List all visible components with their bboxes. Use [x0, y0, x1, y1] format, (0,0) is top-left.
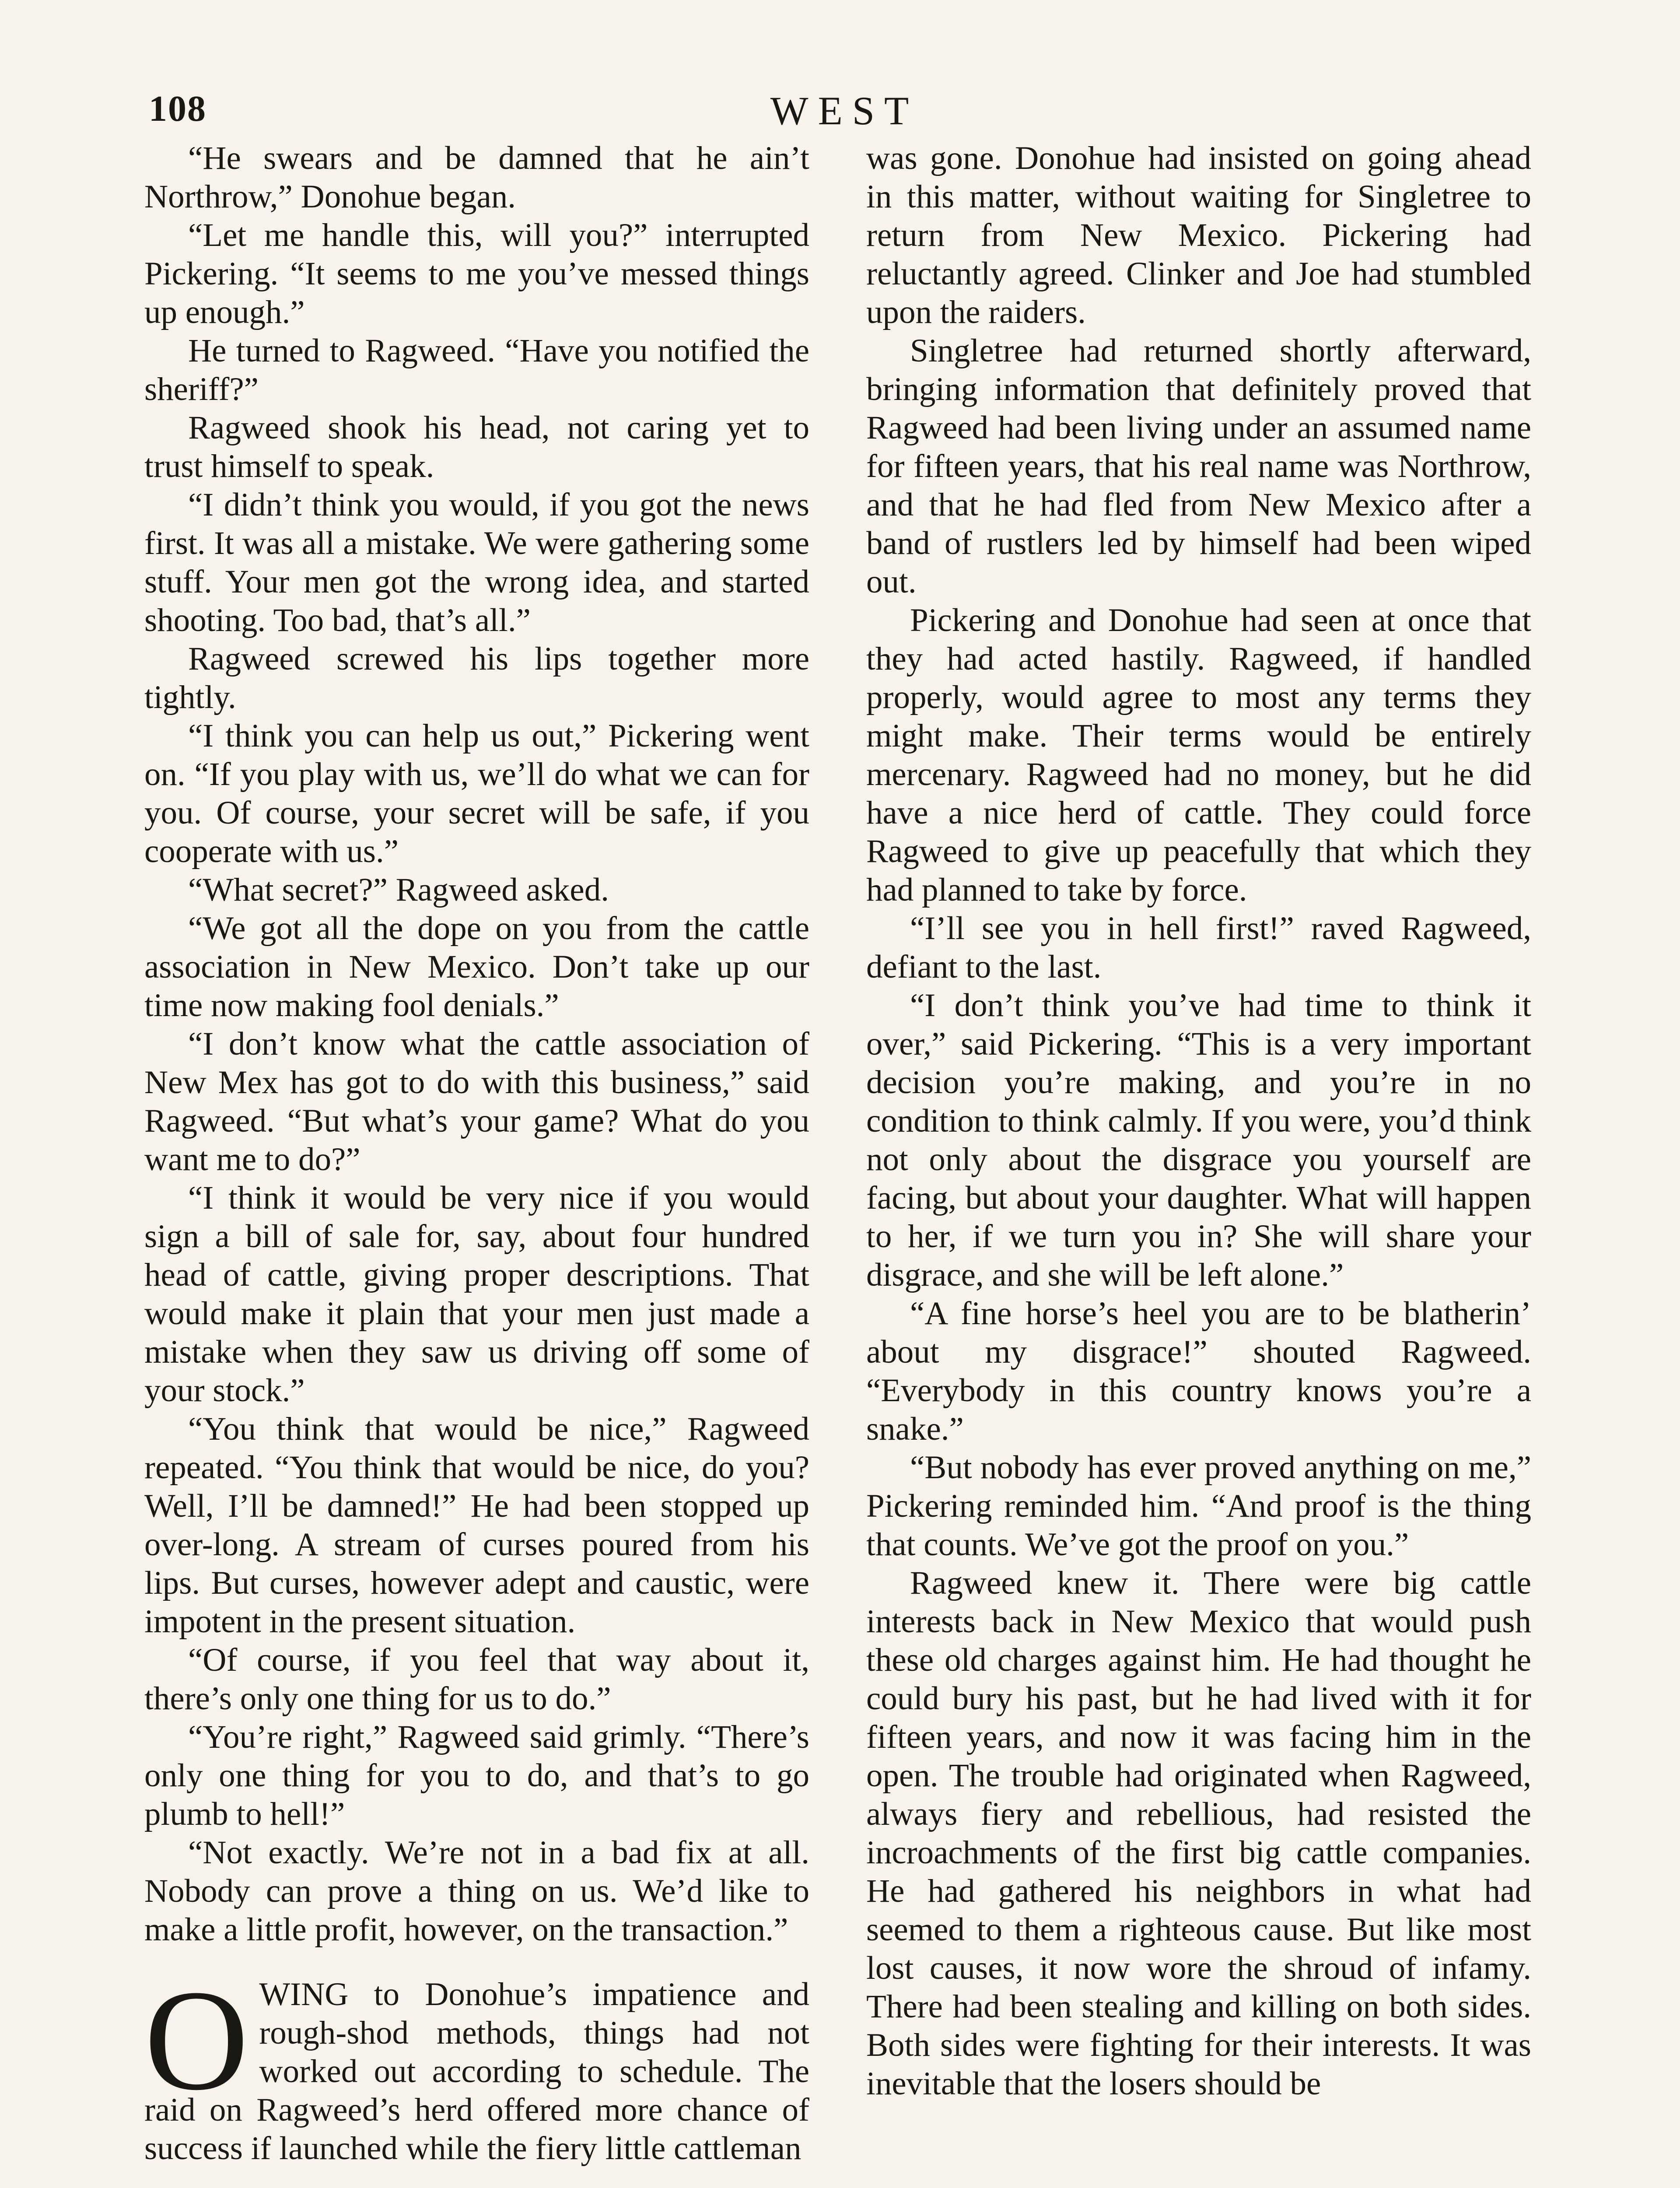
- paragraph: “You think that would be nice,” Ragweed repeated. “You think that would be nice, do you? Well, I’ll be damned!” He had been stopped up over-long. A stream of curses poured from his lips. But curses, however adept and caustic, were impotent in the present situation.: [144, 1411, 809, 1640]
- paragraph: “He swears and be damned that he ain’t Northrow,” Donohue began.: [144, 140, 809, 215]
- paragraph: “A fine horse’s heel you are to be blatherin’ about my disgrace!” shouted Ragweed. “Everybody in this country knows you’re a snake.”: [866, 1295, 1531, 1447]
- page-header: [149, 88, 1540, 140]
- magazine-title: WEST: [770, 88, 919, 133]
- right-column: [866, 139, 1531, 2103]
- paragraph: “Not exactly. We’re not in a bad fix at all. Nobody can prove a thing on us. We’d like to make a little profit, however, on the transaction.”: [144, 1834, 809, 1948]
- paragraph: “I think you can help us out,” Pickering went on. “If you play with us, we’ll do what we can for you. Of course, your secret will be safe, if you cooperate with us.”: [144, 718, 809, 870]
- paragraph: “I didn’t think you would, if you got the news first. It was all a mistake. We were gathering some stuff. Your men got the wrong idea, and started shooting. Too bad, that’s all.”: [144, 487, 809, 638]
- paragraph: Ragweed shook his head, not caring yet to trust himself to speak.: [144, 410, 809, 484]
- left-column: [144, 139, 809, 2168]
- paragraph: “But nobody has ever proved anything on me,” Pickering reminded him. “And proof is the thing that counts. We’ve got the proof on you.”: [866, 1449, 1531, 1563]
- page-number: 108: [149, 88, 206, 129]
- paragraph: He turned to Ragweed. “Have you notified the sheriff?”: [144, 333, 809, 407]
- paragraph: Singletree had returned shortly afterward, bringing information that definitely proved that Ragweed had been living under an assumed name for fifteen years, that his real name was Northrow, and that he had fled from New Mexico after a band of rustlers led by himself had been wiped out.: [866, 333, 1531, 600]
- paragraph: Ragweed screwed his lips together more tightly.: [144, 641, 809, 715]
- paragraph: “I’ll see you in hell first!” raved Ragweed, defiant to the last.: [866, 910, 1531, 985]
- paragraph: “We got all the dope on you from the cattle association in New Mexico. Don’t take up our time now making fool denials.”: [144, 910, 809, 1024]
- paragraph: Ragweed knew it. There were big cattle interests back in New Mexico that would push these old charges against him. He had thought he could bury his past, but he had lived with it for fifteen years, and now it was facing him in the open. The trouble had originated when Ragweed, always fiery and rebellious, had resisted the incroachments of the first big cattle companies. He had gathered his neighbors in what had seemed to them a righteous cause. But like most lost causes, it now wore the shroud of infamy. There had been stealing and killing on both sides. Both sides were fighting for their interests. It was inevitable that the losers should be: [866, 1565, 1531, 2102]
- paragraph: “You’re right,” Ragweed said grimly. “There’s only one thing for you to do, and that’s to go plumb to hell!”: [144, 1719, 809, 1832]
- paragraph: Pickering and Donohue had seen at once that they had acted hastily. Ragweed, if handled properly, would agree to most any terms they might make. Their terms would be entirely mercenary. Ragweed had no money, but he did have a nice herd of cattle. They could force Ragweed to give up peacefully that which they had planned to take by force.: [866, 602, 1531, 908]
- section-opening-paragraph: WING to Donohue’s impatience and rough-shod methods, things had not worked out according to schedule. The raid on Ragweed’s herd offered more chance of success if launched while the fiery little cattleman: [144, 1976, 809, 2167]
- paragraph: “What secret?” Ragweed asked.: [188, 872, 609, 908]
- continued-paragraph: was gone. Donohue had insisted on going ahead in this matter, without waiting for Singletree to return from New Mexico. Pickering had reluctantly agreed. Clinker and Joe had stumbled upon the raiders.: [866, 140, 1531, 330]
- paragraph: “Let me handle this, will you?” interrupted Pickering. “It seems to me you’ve messed things up enough.”: [144, 217, 809, 330]
- paragraph: “I think it would be very nice if you would sign a bill of sale for, say, about four hundred head of cattle, giving proper descriptions. That would make it plain that your men just made a mistake when they saw us driving off some of your stock.”: [144, 1180, 809, 1409]
- paragraph: “I don’t think you’ve had time to think it over,” said Pickering. “This is a very important decision you’re making, and you’re in no condition to think calmly. If you were, you’d think not only about the disgrace you yourself are facing, but about your daughter. What will happen to her, if we turn you in? She will share your disgrace, and she will be left alone.”: [866, 987, 1531, 1293]
- section-break: [144, 1960, 809, 2168]
- paragraph: “Of course, if you feel that way about it, there’s only one thing for us to do.”: [144, 1642, 809, 1717]
- paragraph: “I don’t know what the cattle association of New Mex has got to do with this business,” said Ragweed. “But what’s your game? What do you want me to do?”: [144, 1026, 809, 1178]
- drop-cap: O: [144, 1960, 249, 2120]
